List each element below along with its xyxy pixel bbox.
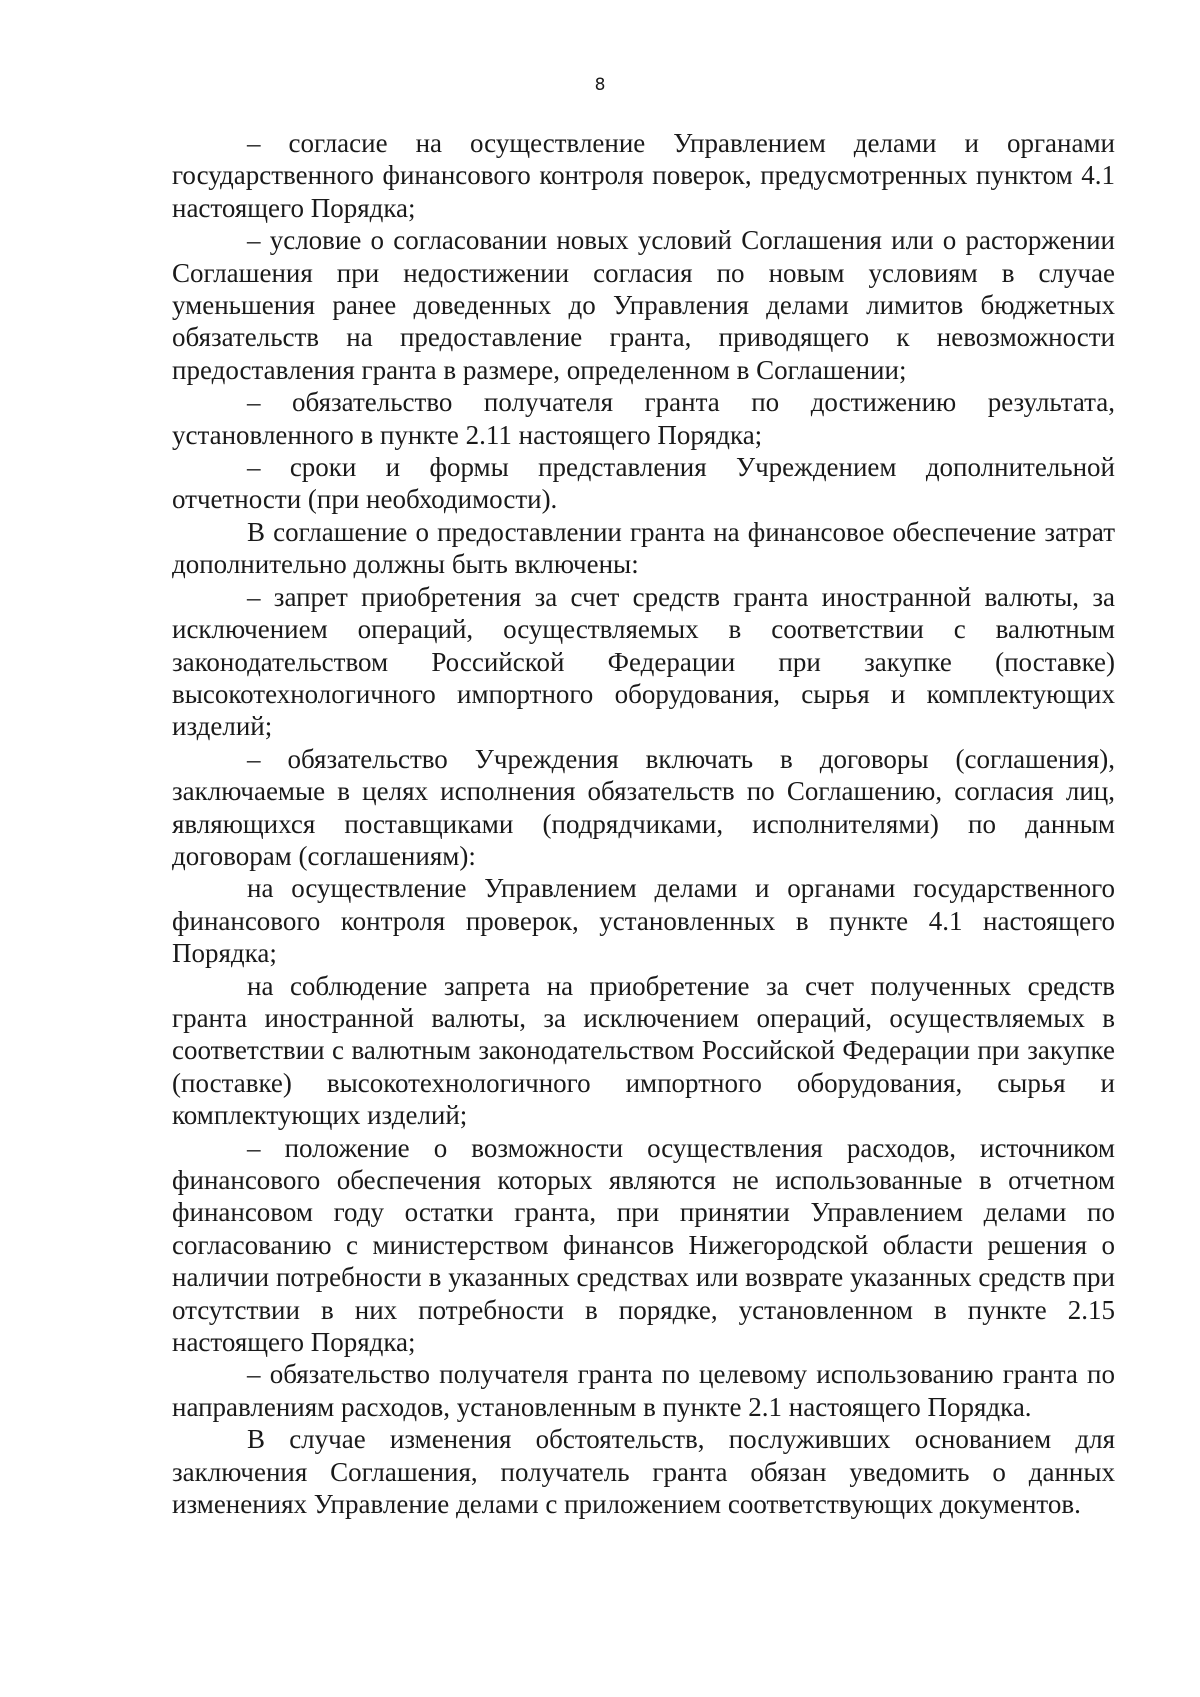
- paragraph-consent-controls: на осуществление Управлением делами и органами государственного финансового контроля проверок, установленных в пункте 4.1 настоящего Порядка;: [172, 873, 1115, 969]
- paragraph-result-obligation: – обязательство получателя гранта по достижению результата, установленного в пункте 2.11 настоящего Порядка;: [172, 387, 1115, 450]
- paragraph-unused-balances: – положение о возможности осуществления расходов, источником финансового обеспечения которых являются не использованные в отчетном финансовом году остатки гранта, при принятии Управлением делами по согласованию с министерством финансов Нижегородской области решения о наличии потребности в указанных средствах или возврате указанных средств при отсутствии в них потребности в порядке, установленном в пункте 2.15 настоящего Порядка;: [172, 1132, 1115, 1358]
- paragraph-currency-ban: – запрет приобретения за счет средств гранта иностранной валюты, за исключением операций, осуществляемых в соответствии с валютным законодательством Российской Федерации при закупке (поставке) высокотехнологичного импортного оборудования, сырья и комплектующих изделий;: [172, 581, 1115, 742]
- document-body: [172, 127, 1115, 1520]
- paragraph-contract-consents: – обязательство Учреждения включать в договоры (соглашения), заключаемые в целях исполнения обязательств по Соглашению, согласия лиц, являющихся поставщиками (подрядчиками, исполнителями) по данным договорам (соглашениям):: [172, 743, 1115, 871]
- page-number: 8: [594, 75, 606, 95]
- paragraph-additional-inclusions: В соглашение о предоставлении гранта на финансовое обеспечение затрат дополнительно должны быть включены:: [172, 516, 1115, 580]
- paragraph-agreement-conditions: – условие о согласовании новых условий Соглашения или о расторжении Соглашения при недостижении согласия по новым условиям в случае уменьшения ранее доведенных до Управления делами лимитов бюджетных обязательств на предоставление гранта, приводящего к невозможности предоставления гранта в размере, определенном в Соглашении;: [172, 225, 1115, 385]
- paragraph-reporting-terms: – сроки и формы представления Учреждением дополнительной отчетности (при необходимости).: [172, 452, 1115, 515]
- paragraph-consent-inspections: – согласие на осуществление Управлением делами и органами государственного финансового контроля поверок, предусмотренных пунктом 4.1 настоящего Порядка;: [172, 128, 1115, 223]
- paragraph-consent-currency-ban: на соблюдение запрета на приобретение за счет полученных средств гранта иностранной валюты, за исключением операций, осуществляемых в соответствии с валютным законодательством Российской Федерации при закупке (поставке) высокотехнологичного импортного оборудования, сырья и комплектующих изделий;: [172, 970, 1115, 1131]
- paragraph-change-notification: В случае изменения обстоятельств, послуживших основанием для заключения Соглашения, получатель гранта обязан уведомить о данных изменениях Управление делами с приложением соответствующих документов.: [172, 1424, 1115, 1520]
- paragraph-targeted-use: – обязательство получателя гранта по целевому использованию гранта по направлениям расходов, установленным в пункте 2.1 настоящего Порядка.: [172, 1359, 1115, 1422]
